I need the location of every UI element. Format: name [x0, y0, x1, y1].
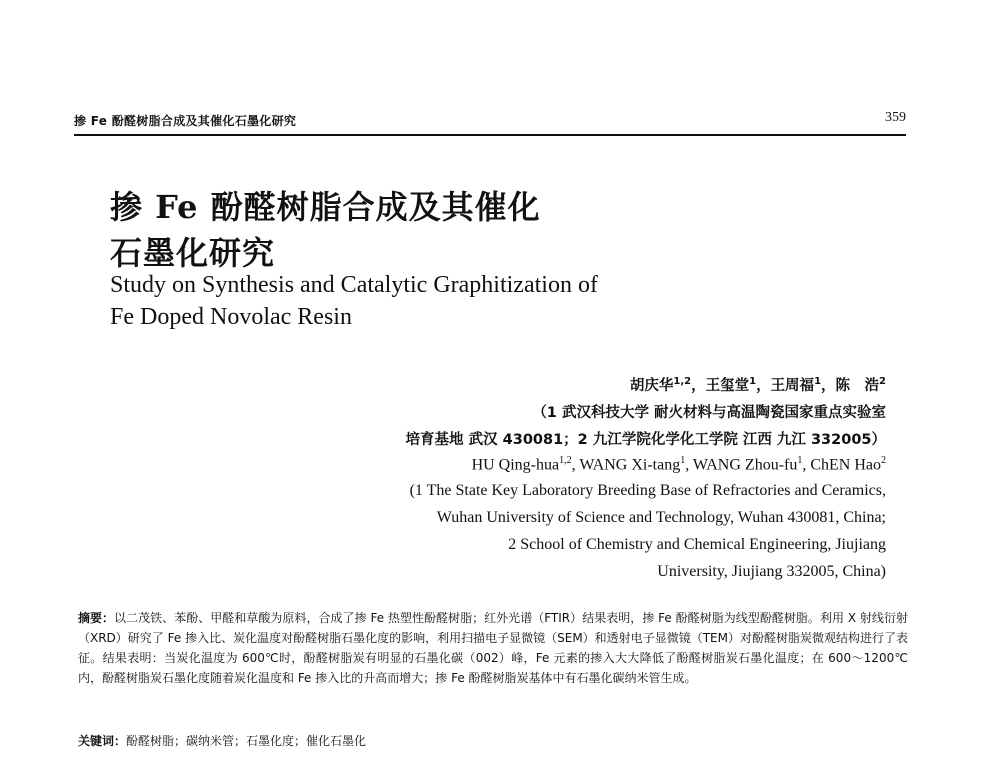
author-cn-4-sup: 2 — [879, 376, 886, 388]
author-cn-3-sup: 1 — [814, 376, 822, 388]
title-english-line-1: Study on Synthesis and Catalytic Graphitization of — [110, 272, 598, 298]
keywords-label: 关键词： — [78, 734, 127, 748]
author-en-2-sup: 1 — [680, 455, 686, 466]
authors-chinese: 胡庆华$^{1,2}$，王玺堂$^1$，王周福$^1$，陈 浩$^2$ — [629, 376, 886, 394]
author-en-3: WANG Zhou-fu — [692, 456, 798, 474]
header-rule — [74, 134, 906, 136]
author-en-4: ChEN Hao — [810, 456, 881, 474]
page-number: 359 — [885, 110, 906, 125]
author-cn-2: 王玺堂 — [705, 378, 750, 394]
author-en-1: HU Qing-hua — [471, 456, 560, 474]
title-chinese-line-1: 掺 Fe 酚醛树脂合成及其催化 — [110, 188, 541, 226]
author-cn-4: 陈 浩 — [835, 378, 880, 394]
affiliation-english-line-1: (1 The State Key Laboratory Breeding Base of Refractories and Ceramics, — [409, 482, 886, 499]
author-cn-3: 王周福 — [770, 378, 815, 394]
author-cn-1: 胡庆华 — [629, 378, 674, 394]
affiliation-english-line-4: University, Jiujiang 332005, China) — [657, 563, 886, 580]
author-cn-1-sup: 1,2 — [673, 376, 692, 388]
author-en-4-sup: 2 — [881, 455, 886, 466]
author-en-2: WANG Xi-tang — [579, 456, 681, 474]
author-en-1-sup: 1,2 — [559, 455, 572, 466]
abstract-text: 以二茂铁、苯酚、甲醛和草酸为原料，合成了掺 Fe 热塑性酚醛树脂；红外光谱（FTIR）结果表明，掺 Fe 酚醛树脂为线型酚醛树脂。利用 X 射线衍射（XRD）研究了 Fe 掺入比、炭化温度对酚醛树脂石墨化度的影响，利用扫描电子显微镜（SEM）和透射电子显微镜（TEM）对酚醛树脂炭微观结构进行了表征。结果表明：当炭化温度为 600℃时，酚醛树脂炭有明显的石墨化碳（002）峰，Fe 元素的掺入大大降低了酚醛树脂炭石墨化温度；在 600～1200℃内，酚醛树脂炭石墨化度随着炭化温度和 Fe 掺入比的升高而增大；掺 Fe 酚醛树脂炭基体中有石墨化碳纳米管生成。 — [78, 611, 908, 685]
keywords — [78, 732, 366, 749]
abstract — [78, 608, 908, 688]
author-en-3-sup: 1 — [797, 455, 803, 466]
author-cn-2-sup: 1 — [749, 376, 757, 388]
affiliation-chinese-line-2: 培育基地 武汉 430081；2 九江学院化学化工学院 江西 九江 332005） — [405, 432, 886, 448]
affiliation-english-line-2: Wuhan University of Science and Technology, Wuhan 430081, China; — [436, 509, 886, 526]
affiliation-english-line-3: 2 School of Chemistry and Chemical Engineering, Jiujiang — [508, 536, 886, 553]
keywords-text: 酚醛树脂；碳纳米管；石墨化度；催化石墨化 — [126, 734, 367, 748]
abstract-label: 摘要： — [78, 611, 115, 625]
affiliation-chinese-line-1: （1 武汉科技大学 耐火材料与高温陶瓷国家重点实验室 — [532, 405, 886, 421]
authors-english: HU Qing-hua$^{1,2}$, WANG Xi-tang$^1$, WANG Zhou-$fu^1$, ChEN Hao$^2$ — [471, 455, 886, 474]
running-header-title: 掺 Fe 酚醛树脂合成及其催化石墨化研究 — [74, 114, 297, 128]
title-chinese-line-2: 石墨化研究 — [110, 234, 276, 272]
title-english-line-2: Fe Doped Novolac Resin — [110, 304, 352, 330]
